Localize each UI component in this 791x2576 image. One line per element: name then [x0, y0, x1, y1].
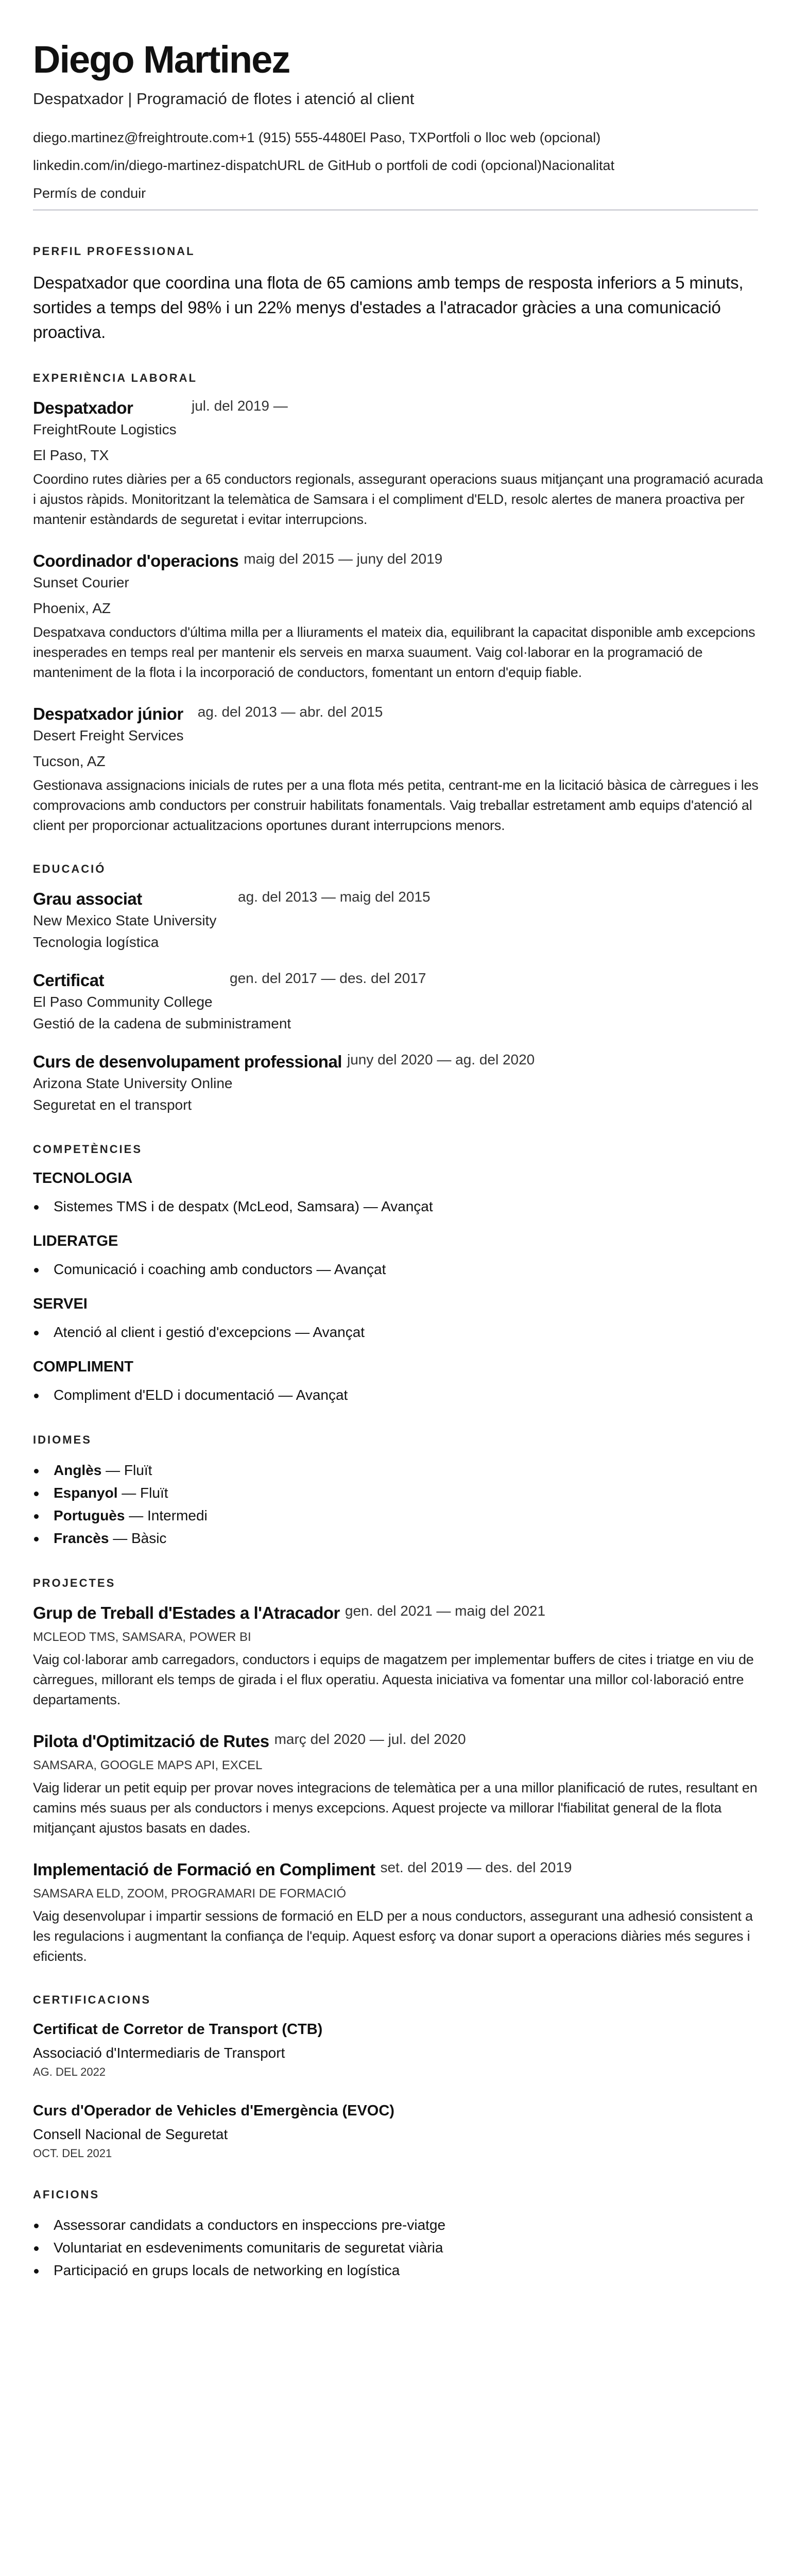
languages-list — [33, 1459, 758, 1550]
language-level: — Fluït — [106, 1462, 152, 1478]
contact-line — [33, 124, 758, 151]
hobby-item: Assessorar candidats a conductors en inspeccions pre-viatge — [33, 2214, 758, 2236]
language-name: Portuguès — [54, 1507, 125, 1523]
language-item — [33, 1504, 758, 1527]
skill-group-title: COMPLIMENT — [33, 1359, 133, 1375]
skill-group — [33, 1294, 758, 1344]
education-list — [33, 888, 758, 1116]
field-of-study: Gestió de la cadena de subministrament — [33, 1015, 291, 1031]
section-heading-education: EDUCACIÓ — [33, 862, 106, 875]
certification-entry — [33, 2100, 758, 2161]
degree: Certificat — [33, 971, 105, 990]
education-entry — [33, 970, 758, 1035]
contact-info — [33, 124, 758, 207]
job-location: El Paso, TX — [33, 447, 109, 463]
nationality: Nacionalitat — [542, 158, 615, 173]
section-heading-hobbies: AFICIONS — [33, 2188, 100, 2201]
field-of-study: Tecnologia logística — [33, 934, 159, 950]
phone: +1 (915) 555-4480 — [238, 130, 354, 145]
language-name: Francès — [54, 1530, 109, 1546]
entry-header — [33, 888, 758, 910]
entry-header — [33, 970, 758, 991]
job-description: Gestionava assignacions inicials de rutes per a una flota més petita, centrant-me en la licitació bàsica de càrregues i les comprovacions amb conductors per construir habilitats fonamentals. Vaig treballar estretament amb equips d'atenció al client per proporcionar actualitzacions oportunes durant interrupcions menors. — [33, 777, 759, 833]
section-heading-experience: EXPERIÈNCIA LABORAL — [33, 371, 197, 384]
school: New Mexico State University — [33, 912, 217, 928]
linkedin-link[interactable]: linkedin.com/in/diego-martinez-dispatch — [33, 158, 278, 173]
job-location: Tucson, AZ — [33, 753, 106, 769]
education-dates: gen. del 2017 — des. del 2017 — [230, 970, 426, 986]
email-link[interactable]: diego.martinez@freightroute.com — [33, 130, 239, 145]
github-link[interactable]: URL de GitHub o portfoli de codi (opcional) — [277, 158, 542, 173]
project-tags: SAMSARA, GOOGLE MAPS API, EXCEL — [33, 1758, 263, 1772]
job-dates: ag. del 2013 — abr. del 2015 — [197, 704, 383, 720]
skill-group-title: LIDERATGE — [33, 1233, 118, 1249]
degree: Curs de desenvolupament professional — [33, 1052, 342, 1071]
job-title: Despatxador júnior — [33, 704, 183, 723]
project-entry — [33, 1859, 758, 1967]
certification-title: Certificat de Corretor de Transport (CTB) — [33, 2021, 323, 2038]
project-description: Vaig col·laborar amb carregadors, conductors i equips de magatzem per implementar buffers de cites i triatge en viu de càrregues, millorant els temps de girada i el flux operatiu. Aquesta iniciativa va fomentar una millor col·laboració entre departaments. — [33, 1652, 754, 1707]
project-tags: MCLEOD TMS, SAMSARA, POWER BI — [33, 1630, 251, 1644]
language-name: Espanyol — [54, 1485, 118, 1501]
project-tags: SAMSARA ELD, ZOOM, PROGRAMARI DE FORMACIÓ — [33, 1887, 347, 1901]
project-dates: març del 2020 — jul. del 2020 — [274, 1731, 466, 1747]
school: Arizona State University Online — [33, 1075, 233, 1091]
project-dates: gen. del 2021 — maig del 2021 — [345, 1603, 546, 1619]
skill-item: Comunicació i coaching amb conductors — Avançat — [33, 1258, 758, 1281]
project-title: Pilota d'Optimització de Rutes — [33, 1732, 269, 1751]
project-entry — [33, 1731, 758, 1838]
header-divider — [33, 209, 758, 211]
skill-items — [33, 1384, 758, 1406]
location: El Paso, TX — [353, 130, 427, 145]
education-entry — [33, 888, 758, 953]
hobbies-list — [33, 2214, 758, 2282]
education-dates: juny del 2020 — ag. del 2020 — [347, 1052, 535, 1067]
language-item — [33, 1459, 758, 1482]
company: FreightRoute Logistics — [33, 421, 177, 437]
entry-header — [33, 1602, 758, 1624]
entry-header — [33, 1731, 758, 1752]
contact-line — [33, 151, 758, 179]
degree: Grau associat — [33, 889, 142, 908]
language-item — [33, 1527, 758, 1550]
projects-list — [33, 1602, 758, 1967]
section-heading-languages: IDIOMES — [33, 1433, 92, 1446]
skill-items — [33, 1195, 758, 1218]
resume-header — [33, 38, 758, 211]
entry-header — [33, 1051, 758, 1073]
project-description: Vaig liderar un petit equip per provar noves integracions de telemàtica per a una millor planificació de rutes, resultant en camins més suaus per als conductors i menys excepcions. Aquest projecte va millorar l'fiabilitat general de la flota mitjançant ajustos basats en dades. — [33, 1780, 758, 1836]
skills-list — [33, 1168, 758, 1406]
language-item — [33, 1482, 758, 1504]
certification-entry — [33, 2019, 758, 2080]
certifications-list — [33, 2019, 758, 2161]
headline: Despatxador | Programació de flotes i atenció al client — [33, 90, 415, 108]
job-title: Despatxador — [33, 398, 133, 417]
project-title: Implementació de Formació en Compliment — [33, 1860, 375, 1879]
company: Desert Freight Services — [33, 727, 184, 743]
experience-entry — [33, 703, 758, 836]
contact-line — [33, 179, 758, 207]
skill-group — [33, 1168, 758, 1218]
section-heading-certifications: CERTIFICACIONS — [33, 1993, 151, 2006]
skill-items — [33, 1258, 758, 1281]
hobby-item: Participació en grups locals de networking en logística — [33, 2259, 758, 2282]
experience-list — [33, 397, 763, 836]
job-description: Despatxava conductors d'última milla per a lliuraments el mateix dia, equilibrant la capacitat disponible amb excepcions inesperades en temps real per mantenir els serveis en marxa suaument. Vaig col·laborar en la programació de manteniment de la flota i la incorporació de conductors, fomentant un entorn d'equip fiable. — [33, 624, 755, 680]
language-level: — Fluït — [122, 1485, 168, 1501]
entry-header — [33, 1859, 758, 1880]
section-heading-profile: PERFIL PROFESSIONAL — [33, 245, 195, 258]
entry-header — [33, 550, 758, 572]
company: Sunset Courier — [33, 574, 129, 590]
job-dates: jul. del 2019 — — [192, 398, 288, 414]
entry-header — [33, 397, 758, 419]
job-dates: maig del 2015 — juny del 2019 — [244, 551, 443, 567]
skill-group-title: TECNOLOGIA — [33, 1170, 133, 1187]
skill-group — [33, 1357, 758, 1406]
project-title: Grup de Treball d'Estades a l'Atracador — [33, 1603, 340, 1622]
skill-items — [33, 1321, 758, 1344]
skill-item: Atenció al client i gestió d'excepcions — Avançat — [33, 1321, 758, 1344]
skill-group-title: SERVEI — [33, 1296, 88, 1312]
entry-header — [33, 703, 758, 725]
section-heading-skills: COMPETÈNCIES — [33, 1143, 143, 1156]
certification-date: OCT. DEL 2021 — [33, 2147, 112, 2160]
section-heading-projects: PROJECTES — [33, 1577, 116, 1589]
certification-issuer: Associació d'Intermediaris de Transport — [33, 2045, 285, 2061]
profile-summary: Despatxador que coordina una flota de 65 camions amb temps de resposta inferiors a 5 minuts, sortides a temps del 98% i un 22% menys d'estades a l'atracador gràcies a una comunicació proactiva. — [33, 273, 744, 342]
school: El Paso Community College — [33, 994, 213, 1010]
field-of-study: Seguretat en el transport — [33, 1097, 192, 1113]
project-description: Vaig desenvolupar i impartir sessions de formació en ELD per a nous conductors, assegurant una adhesió consistent a les regulacions i augmentant la confiança de l'equip. Aquest esforç va donar suport a operacions diàries més segures i eficients. — [33, 1908, 753, 1964]
candidate-name: Diego Martinez — [33, 38, 290, 81]
project-dates: set. del 2019 — des. del 2019 — [380, 1859, 572, 1875]
experience-entry — [33, 397, 763, 530]
job-location: Phoenix, AZ — [33, 600, 111, 616]
portfolio-link[interactable]: Portfoli o lloc web (opcional) — [426, 130, 601, 145]
language-level: — Intermedi — [129, 1507, 208, 1523]
hobby-item: Voluntariat en esdeveniments comunitaris de seguretat viària — [33, 2236, 758, 2259]
education-entry — [33, 1051, 758, 1116]
skill-group — [33, 1231, 758, 1281]
certification-issuer: Consell Nacional de Seguretat — [33, 2126, 228, 2142]
skill-item: Sistemes TMS i de despatx (McLeod, Samsara) — Avançat — [33, 1195, 758, 1218]
education-dates: ag. del 2013 — maig del 2015 — [238, 889, 431, 905]
certification-title: Curs d'Operador de Vehicles d'Emergència (EVOC) — [33, 2103, 394, 2119]
project-entry — [33, 1602, 758, 1710]
certification-date: AG. DEL 2022 — [33, 2065, 106, 2078]
language-level: — Bàsic — [113, 1530, 167, 1546]
job-description: Coordino rutes diàries per a 65 conductors regionals, assegurant operacions suaus mitjançant una programació acurada i ajustos ràpids. Monitoritzant la telemàtica de Samsara i el compliment d'ELD, resolc alertes de manera proactiva per mantenir estàndards de seguretat i evitar interrupcions. — [33, 471, 763, 527]
drivers-license: Permís de conduir — [33, 185, 146, 201]
job-title: Coordinador d'operacions — [33, 551, 239, 570]
skill-item: Compliment d'ELD i documentació — Avançat — [33, 1384, 758, 1406]
experience-entry — [33, 550, 758, 683]
language-name: Anglès — [54, 1462, 102, 1478]
